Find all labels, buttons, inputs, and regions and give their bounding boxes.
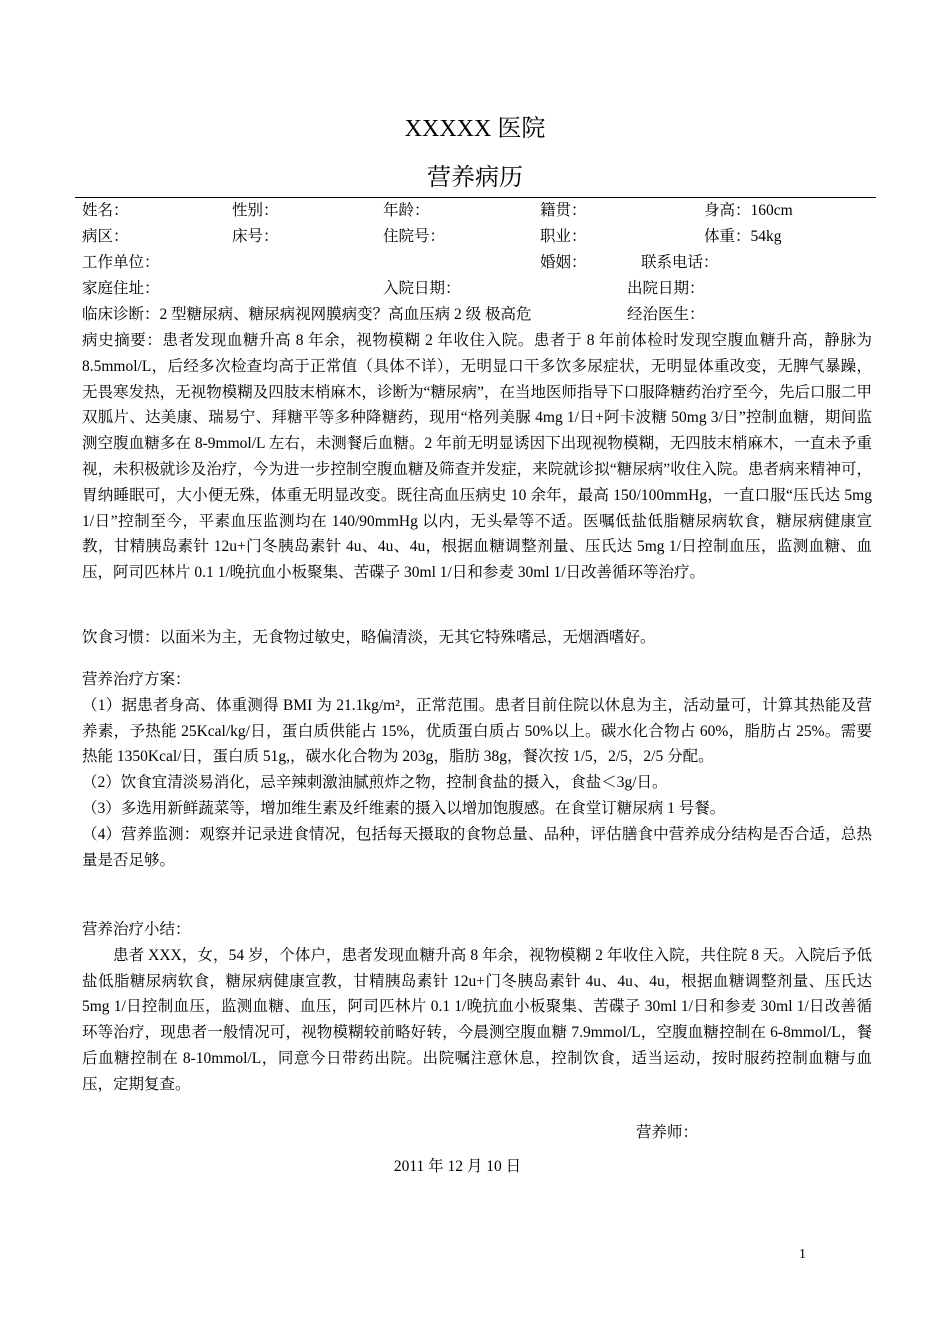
field-marital: 婚姻： [540,254,587,271]
field-doctor: 经治医生： [627,306,705,323]
field-native-place: 籍贯： [540,202,587,219]
field-workplace: 工作单位： [82,254,160,271]
header-rule [75,197,876,198]
record-title: 营养病历 [427,165,523,191]
diet-habit-text: 饮食习惯：以面米为主，无食物过敏史，略偏清淡，无其它特殊嗜忌，无烟酒嗜好。 [82,629,656,646]
summary-heading: 营养治疗小结： [82,921,191,938]
field-discharge-date: 出院日期： [627,280,705,297]
diet-habit [82,625,872,651]
field-admit-date: 入院日期： [383,280,461,297]
field-bed: 床号： [232,228,279,245]
record-date: 2011 年 12 月 10 日 [393,1158,522,1175]
field-name: 姓名： [82,202,129,219]
field-weight: 体重：54kg [704,228,782,245]
nutrition-plan [82,667,872,873]
field-height: 身高：160cm [704,202,793,219]
history-summary [82,328,872,586]
plan-item: （3）多选用新鲜蔬菜等，增加维生素及纤维素的摄入以增加饱腹感。在食堂订糖尿病 1 号餐。 [82,799,726,817]
summary-text: 患者 XXX，女，54 岁，个体户，患者发现血糖升高 8 年余，视物模糊 2 年收住入院，共住院 8 天。入院后予低盐低脂糖尿病软食，糖尿病健康宣教，甘精胰岛素针 12u+门冬胰岛素针 4u、4u、4u，根据血糖调整剂量、压氏达 5mg 1/日控制血压，监测血糖、血压，阿司匹林片 0.1 1/晚抗血小板聚集、苦碟子 30ml 1/日和参麦 30ml 1/日改善循环等治疗，现患者一般情况可，视物模糊较前略好转，今晨测空腹血糖 7.9mmol/L，空腹血糖控制在 6-8mmol/L，餐后血糖控制在 8-10mmol/L，同意今日带药出院。出院嘱注意休息，控制饮食，适当运动，按时服药控制血糖与血压，定期复查。 [82,946,872,1093]
plan-item: （4）营养监测：观察并记录进食情况，包括每天摄取的食物总量、品种，评估膳食中营养成分结构是否合适，总热量是否足够。 [82,825,872,869]
field-age: 年龄： [383,202,430,219]
page-number: 1 [799,1247,806,1262]
plan-item: （2）饮食宜清淡易消化，忌辛辣刺激油腻煎炸之物，控制食盐的摄入，食盐＜3g/日。 [82,774,668,792]
field-admission-no: 住院号： [383,228,446,245]
field-ward: 病区： [82,228,129,245]
hospital-name: XXXXX 医院 [404,116,546,142]
dietitian-signature: 营养师： [636,1124,699,1141]
plan-item: （1）据患者身高、体重测得 BMI 为 21.1kg/m²，正常范围。患者目前住院以休息为主，活动量可，计算其热能及营养素，予热能 25Kcal/kg/日，蛋白质供能占 15%，优质蛋白质占 50%以上。碳水化合物占 60%，脂肪占 25%。需要热能 1350Kcal/日，蛋白质 51g,，碳水化合物为 203g，脂肪 38g，餐次按 1/5，2/5，2/5 分配。 [82,696,872,766]
field-address: 家庭住址： [82,280,160,297]
field-diagnosis: 临床诊断：2 型糖尿病、糖尿病视网膜病变？高血压病 2 级 极高危 [82,306,532,323]
field-phone: 联系电话： [641,254,719,271]
field-occupation: 职业： [540,228,587,245]
history-text: 病史摘要：患者发现血糖升高 8 年余，视物模糊 2 年收住入院。患者于 8 年前体检时发现空腹血糖升高，静脉为 8.5mmol/L，后经多次检查均高于正常值（具体不详），无明显口干多饮多尿症状，无明显体重改变，无脾气暴躁，无畏寒发热，无视物模糊及四肢末梢麻木，诊断为“糖尿病”，在当地医师指导下口服降糖药治疗至今，先后口服二甲双胍片、达美康、瑞易宁、拜糖平等多种降糖药，现用“格列美脲 4mg 1/日+阿卡波糖 50mg 3/日”控制血糖，期间监测空腹血糖多在 8-9mmol/L 左右，未测餐后血糖。2 年前无明显诱因下出现视物模糊，无四肢末梢麻木，一直未予重视，未积极就诊及治疗，今为进一步控制空腹血糖及筛查并发症，来院就诊拟“糖尿病”收住入院。患者病来精神可，胃纳睡眠可，大小便无殊，体重无明显改变。既往高血压病史 10 余年，最高 150/100mmHg，一直口服“压氏达 5mg 1/日”控制至今，平素血压监测均在 140/90mmHg 以内，无头晕等不适。医嘱低盐低脂糖尿病软食，糖尿病健康宣教，甘精胰岛素针 12u+门冬胰岛素针 4u、4u、4u，根据血糖调整剂量、压氏达 5mg 1/日控制血压，监测血糖、血压，阿司匹林片 0.1 1/晚抗血小板聚集、苦碟子 30ml 1/日和参麦 30ml 1/日改善循环等治疗。 [82,332,872,582]
field-gender: 性别： [232,202,279,219]
nutrition-summary [82,917,872,1098]
plan-heading: 营养治疗方案： [82,671,191,688]
